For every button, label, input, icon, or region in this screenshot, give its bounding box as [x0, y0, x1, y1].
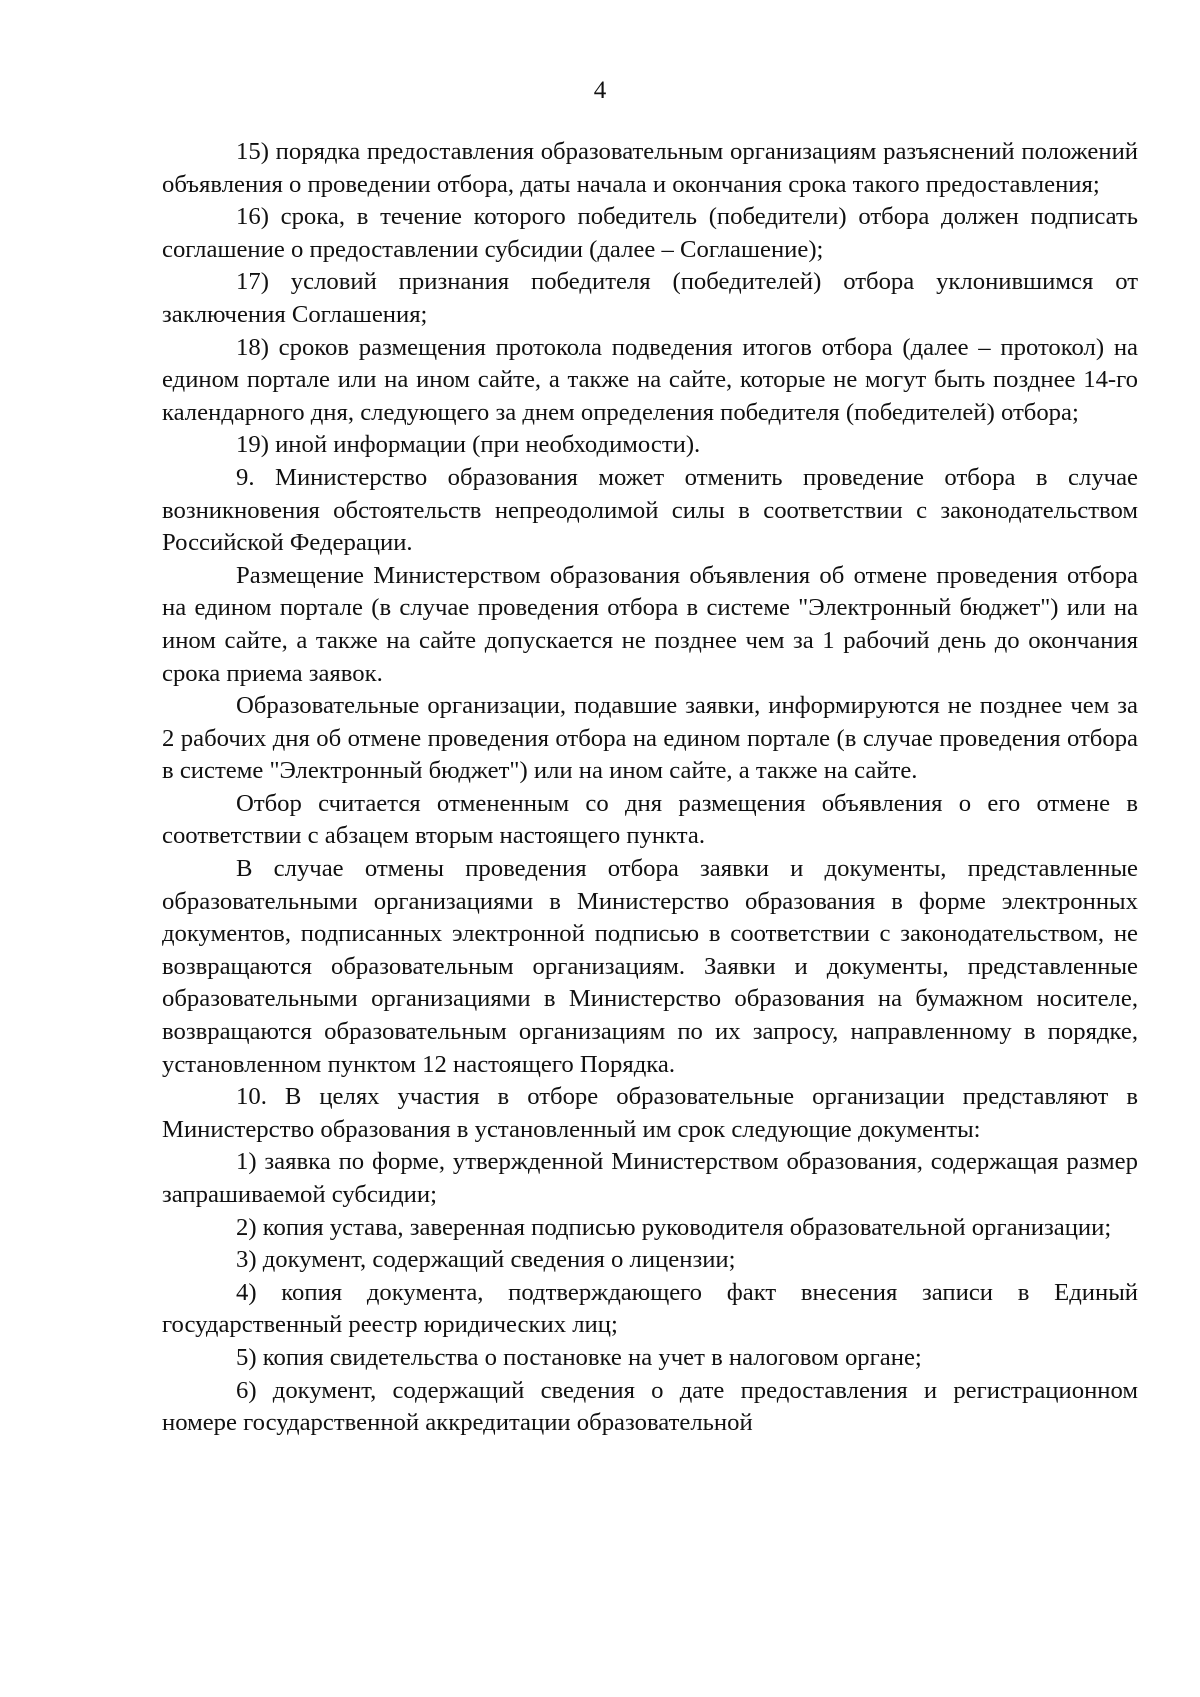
paragraph-doc-6: 6) документ, содержащий сведения о дате предоставления и регистрационном номере государственной аккредитации образовательной [162, 1376, 1138, 1437]
paragraph-cancel-effective: Отбор считается отмененным со дня размещения объявления о его отмене в соответствии с абзацем вторым настоящего пункта. [162, 789, 1138, 850]
paragraph-cancel-publication: Размещение Министерством образования объявления об отмене проведения отбора на едином портале (в случае проведения отбора в системе "Электронный бюджет") или на ином сайте, а также на сайте допускается не позднее чем за 1 рабочий день до окончания срока приема заявок. [162, 561, 1138, 687]
paragraph-notification: Образовательные организации, подавшие заявки, информируются не позднее чем за 2 рабочих дня об отмене проведения отбора на едином портале (в случае проведения отбора в системе "Электронный бюджет") или на ином сайте, а также на сайте. [162, 692, 1138, 785]
paragraph-doc-5: 5) копия свидетельства о постановке на учет в налоговом органе; [236, 1343, 922, 1371]
document-body [162, 136, 1138, 1440]
paragraph-section-9: 9. Министерство образования может отменить проведение отбора в случае возникновения обстоятельств непреодолимой силы в соответствии с законодательством Российской Федерации. [162, 463, 1138, 557]
paragraph-item-15: 15) порядка предоставления образовательным организациям разъяснений положений объявления о проведении отбора, даты начала и окончания срока такого предоставления; [162, 138, 1138, 198]
paragraph-item-17: 17) условий признания победителя (победителей) отбора уклонившимся от заключения Соглашения; [162, 268, 1138, 328]
paragraph-doc-4: 4) копия документа, подтверждающего факт внесения записи в Единый государственный реестр юридических лиц; [162, 1278, 1138, 1339]
paragraph-item-19: 19) иной информации (при необходимости). [236, 431, 701, 459]
paragraph-item-16: 16) срока, в течение которого победитель (победители) отбора должен подписать соглашение о предоставлении субсидии (далее – Соглашение); [162, 203, 1138, 263]
paragraph-documents-return: В случае отмены проведения отбора заявки и документы, представленные образовательными организациями в Министерство образования в форме электронных документов, подписанных электронной подписью в соответствии с законодательством, не возвращаются образовательным организациям. Заявки и документы, представленные образовательными организациями в Министерство образования на бумажном носителе, возвращаются образовательным организациям по их запросу, направленному в порядке, установленном пунктом 12 настоящего Порядка. [162, 855, 1138, 1078]
page-number: 4 [593, 77, 607, 104]
paragraph-item-18: 18) сроков размещения протокола подведения итогов отбора (далее – протокол) на едином портале или на ином сайте, а также на сайте, которые не могут быть позднее 14-го календарного дня, следующего за днем определения победителя (победителей) отбора; [162, 333, 1138, 426]
paragraph-doc-1: 1) заявка по форме, утвержденной Министерством образования, содержащая размер запрашиваемой субсидии; [162, 1148, 1138, 1208]
paragraph-doc-3: 3) документ, содержащий сведения о лицензии; [236, 1246, 736, 1274]
paragraph-doc-2: 2) копия устава, заверенная подписью руководителя образовательной организации; [236, 1213, 1112, 1241]
paragraph-section-10: 10. В целях участия в отборе образовательные организации представляют в Министерство образования в установленный им срок следующие документы: [162, 1083, 1138, 1143]
